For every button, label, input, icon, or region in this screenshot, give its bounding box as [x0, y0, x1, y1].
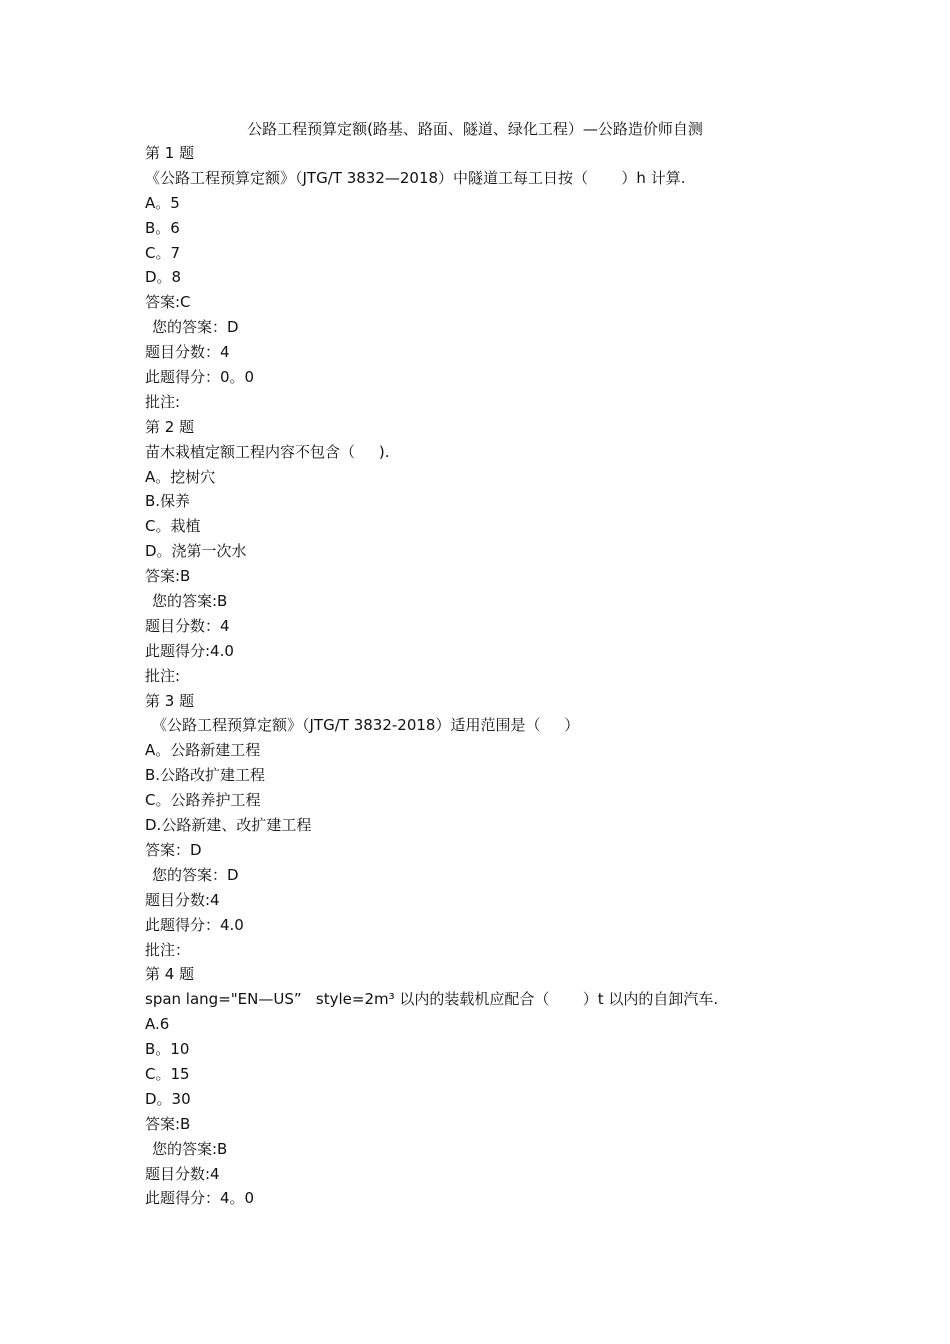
option-d: D。浇第一次水 [145, 542, 247, 561]
correct-answer: 答案:B [145, 1114, 191, 1133]
your-answer: 您的答案：D [152, 865, 239, 884]
correct-answer: 答案：D [145, 840, 202, 859]
option-c: C。公路养护工程 [145, 791, 261, 810]
question-block [145, 141, 865, 415]
question-note: 批注: [145, 666, 181, 685]
question-text: 《公路工程预算定额》（JTG/T 3832—2018）中隧道工每工日按（ ）h 计算. [145, 168, 686, 187]
question-list [145, 141, 865, 1211]
question-note: 批注： [145, 940, 191, 959]
your-answer: 您的答案:B [152, 592, 228, 611]
question-heading: 第 2 题 [145, 417, 195, 436]
option-d: D.公路新建、改扩建工程 [145, 816, 312, 835]
question-text: 《公路工程预算定额》（JTG/T 3832-2018）适用范围是（ ） [152, 716, 580, 735]
earned-score: 此题得分:4.0 [145, 641, 234, 660]
option-a: A。挖树穴 [145, 467, 216, 486]
option-b: B。6 [145, 218, 180, 237]
question-score: 题目分数：4 [145, 616, 230, 635]
question-block [145, 415, 865, 689]
earned-score: 此题得分：4.0 [145, 915, 244, 934]
question-score: 题目分数:4 [145, 1164, 220, 1183]
question-block [145, 962, 865, 1211]
question-block [145, 689, 865, 963]
your-answer: 您的答案:B [152, 1139, 228, 1158]
question-score: 题目分数:4 [145, 890, 220, 909]
your-answer: 您的答案：D [152, 318, 239, 337]
question-text: 苗木栽植定额工程内容不包含（ ). [145, 442, 390, 461]
question-heading: 第 1 题 [145, 144, 195, 162]
option-b: B.保养 [145, 492, 191, 511]
question-note: 批注: [145, 392, 181, 411]
option-d: D。30 [145, 1089, 191, 1108]
option-a: A。5 [145, 193, 180, 212]
option-a: A。公路新建工程 [145, 741, 261, 760]
question-score: 题目分数：4 [145, 343, 230, 362]
option-b: B。10 [145, 1040, 190, 1059]
correct-answer: 答案:B [145, 567, 191, 586]
option-c: C。栽植 [145, 517, 201, 536]
correct-answer: 答案:C [145, 293, 191, 312]
option-a: A.6 [145, 1015, 170, 1034]
question-heading: 第 3 题 [145, 691, 195, 710]
earned-score: 此题得分：0。0 [145, 368, 255, 387]
question-text: span lang="EN—US” style=2m³ 以内的装载机应配合（ ）t 以内的自卸汽车. [145, 990, 719, 1009]
option-d: D。8 [145, 268, 182, 287]
document-title: 公路工程预算定额(路基、路面、隧道、绿化工程）—公路造价师自测 [247, 120, 703, 138]
question-heading: 第 4 题 [145, 965, 195, 984]
option-c: C。7 [145, 243, 181, 262]
option-b: B.公路改扩建工程 [145, 766, 266, 785]
earned-score: 此题得分：4。0 [145, 1189, 255, 1208]
option-c: C。15 [145, 1064, 190, 1083]
